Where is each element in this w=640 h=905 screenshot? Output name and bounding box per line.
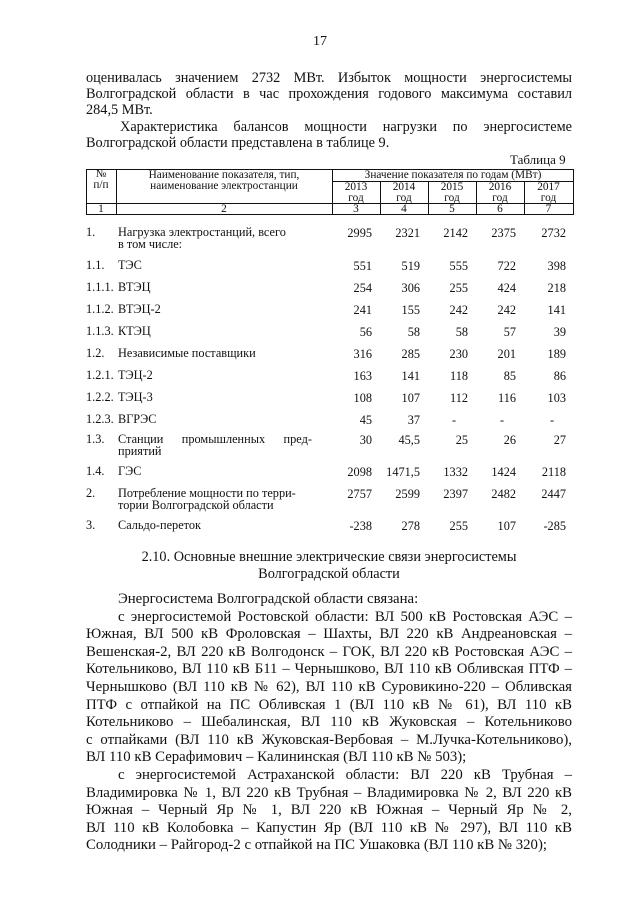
- cell-value: 118: [450, 369, 468, 383]
- text-line: Владимировка № 1, ВЛ 220 кВ Трубная – Владимировка № 2, ВЛ 220 кВ: [86, 784, 572, 801]
- text-line: с энергосистемой Астраханской области: ВЛ 220 кВ Трубная –: [118, 766, 572, 783]
- row-name-line: ГЭС: [118, 464, 142, 478]
- cell-value: 39: [553, 325, 566, 339]
- cell-value: 285: [401, 347, 420, 361]
- row-name: [118, 259, 328, 271]
- header-text: год: [348, 192, 364, 204]
- text-line: Котельниково – Шебалинская, ВЛ 110 кВ Жуковская – Котельниково: [86, 714, 572, 731]
- cell-value: 25: [455, 433, 468, 447]
- section-title-line: 2.10. Основные внешние электрические связи энергосистемы: [141, 549, 517, 565]
- column-number: 5: [449, 203, 455, 215]
- cell-value: 1471,5: [386, 465, 420, 479]
- cell-value: 57: [503, 325, 516, 339]
- text-line: оценивалась значением 2732 МВт. Избыток мощности энергосистемы: [86, 70, 572, 86]
- column-number: 4: [401, 203, 407, 215]
- cell-value: 2098: [347, 465, 372, 479]
- cell-value: 86: [553, 369, 566, 383]
- intro-paragraph: [86, 70, 572, 118]
- text-line: Солодники – Райгород-2 с отпайкой на ПС Ушаковка (ВЛ 110 кВ № 320);: [86, 837, 547, 854]
- row-name-line: Потребление мощности по терри-: [118, 486, 296, 500]
- header-num: [86, 169, 116, 191]
- header-text: год: [396, 192, 412, 204]
- text-line: с отпайками (ВЛ 110 кВ Жуковская-Вербовая – М.Лучка-Котельниково),: [86, 731, 572, 748]
- cell-value: 30: [359, 433, 372, 447]
- cell-value: 27: [553, 433, 566, 447]
- cell-value: 45: [359, 413, 372, 427]
- row-number: 1.: [86, 225, 96, 239]
- row-name-line: ТЭС: [118, 258, 142, 272]
- text-line: Волгоградской области представлена в таблице 9.: [86, 135, 390, 151]
- cell-value: 218: [547, 281, 566, 295]
- text-line: Южная – Черный Яр № 1, ВЛ 220 кВ Южная – Черный Яр № 2,: [86, 802, 572, 819]
- header-year: [476, 182, 524, 204]
- header-text: год: [492, 192, 508, 204]
- cell-value: 107: [401, 391, 420, 405]
- text-line: Волгоградской области в час прохождения годового максимума составил: [86, 86, 572, 102]
- cell-value: 1424: [491, 465, 516, 479]
- cell-value: 2732: [541, 226, 566, 240]
- cell-value: 2321: [395, 226, 420, 240]
- cell-value: 37: [407, 413, 420, 427]
- row-name-line: Независимые поставщики: [118, 346, 256, 360]
- header-year: [428, 182, 476, 204]
- cell-value: 242: [449, 303, 468, 317]
- row-name-line: Сальдо-переток: [118, 518, 201, 532]
- row-name-line: Станции промышленных пред-: [118, 432, 312, 446]
- row-name: [118, 325, 328, 337]
- cell-value: 2375: [491, 226, 516, 240]
- cell-value: -285: [543, 519, 566, 533]
- row-number: 1.2.3.: [86, 412, 114, 426]
- text-line: Вешенская-2, ВЛ 220 кВ Волгодонск – ГОК, ВЛ 220 кВ Ростовская АЭС –: [86, 643, 572, 660]
- section-title-line: Волгоградской области: [258, 566, 400, 582]
- cell-value: 1332: [443, 465, 468, 479]
- cell-value: 722: [497, 259, 516, 273]
- header-group: Значение показателя по годам (МВт): [364, 169, 542, 181]
- row-number: 1.1.1.: [86, 280, 114, 294]
- cell-value: 2397: [443, 487, 468, 501]
- text-line: ВЛ 110 кВ Серафимович – Калининская (ВЛ 110 кВ № 503);: [86, 749, 467, 766]
- header-text: 2015: [440, 181, 464, 193]
- row-name-line: приятий: [118, 444, 162, 458]
- cell-value: 201: [497, 347, 516, 361]
- cell-value: 230: [449, 347, 468, 361]
- row-name-line: ТЭЦ-3: [118, 390, 153, 404]
- cell-value: 255: [449, 281, 468, 295]
- text-line: 284,5 МВт.: [86, 102, 153, 118]
- row-name-line: ВГРЭС: [118, 412, 157, 426]
- header-text: 2014: [392, 181, 416, 193]
- row-number: 1.1.3.: [86, 324, 114, 338]
- header-year: [524, 182, 573, 204]
- column-number: 6: [497, 203, 503, 215]
- cell-value: 85: [503, 369, 516, 383]
- cell-value: 103: [547, 391, 566, 405]
- cell-value: -238: [349, 519, 372, 533]
- header-text: 2016: [488, 181, 512, 193]
- cell-value: 26: [503, 433, 516, 447]
- header-year: [380, 182, 428, 204]
- row-name-line: тории Волгоградской области: [118, 498, 274, 512]
- row-name: [118, 226, 328, 250]
- row-number: 1.2.1.: [86, 368, 114, 382]
- cell-value: 112: [450, 391, 468, 405]
- column-number: 2: [221, 203, 227, 215]
- cell-value: 45,5: [398, 433, 420, 447]
- cell-value: 2142: [443, 226, 468, 240]
- cell-value: 155: [401, 303, 420, 317]
- text-line: Котельниково, ВЛ 110 кВ Б11 – Чернышково, ВЛ 110 кВ Обливская ПТФ –: [86, 661, 572, 678]
- row-number: 1.3.: [86, 432, 105, 446]
- text-line: Характеристика балансов мощности нагрузки по энергосистеме: [120, 119, 572, 135]
- header-text: год: [540, 192, 557, 204]
- row-name: [118, 487, 328, 511]
- text-line: Энергосистема Волгоградской области связана:: [118, 591, 419, 607]
- cell-value: 2599: [395, 487, 420, 501]
- row-name: [118, 465, 328, 477]
- cell-value: 58: [455, 325, 468, 339]
- row-number: 1.2.2.: [86, 390, 114, 404]
- row-name: [118, 369, 328, 381]
- cell-value: 555: [449, 259, 468, 273]
- cell-value: -: [499, 413, 505, 427]
- table-intro-paragraph: [86, 119, 572, 151]
- body-paragraph: [86, 591, 572, 855]
- row-name: [118, 391, 328, 403]
- cell-value: 316: [353, 347, 372, 361]
- row-name: [118, 519, 328, 531]
- row-number: 1.2.: [86, 346, 105, 360]
- row-name-line: КТЭЦ: [118, 324, 151, 338]
- row-name-line: ВТЭЦ-2: [118, 302, 161, 316]
- row-name: [118, 303, 328, 315]
- header-text: 2017: [537, 181, 560, 193]
- cell-value: 56: [359, 325, 372, 339]
- cell-value: 2447: [541, 487, 566, 501]
- header-text: Наименование показателя, тип,: [148, 169, 300, 181]
- section-title: [86, 549, 572, 583]
- cell-value: 278: [401, 519, 420, 533]
- row-number: 1.1.: [86, 258, 105, 272]
- cell-value: 254: [353, 281, 372, 295]
- column-number: 3: [353, 203, 359, 215]
- row-name: [118, 281, 328, 293]
- text-line: с энергосистемой Ростовской области: ВЛ 500 кВ Ростовская АЭС –: [118, 608, 572, 625]
- cell-value: 116: [498, 391, 516, 405]
- cell-value: 163: [353, 369, 372, 383]
- row-name: [118, 347, 328, 359]
- cell-value: 2482: [491, 487, 516, 501]
- text-line: Чернышково (ВЛ 110 кВ № 62), ВЛ 110 кВ Суровикино-220 – Обливская: [86, 678, 572, 695]
- row-name-line: ТЭЦ-2: [118, 368, 153, 382]
- cell-value: 58: [407, 325, 420, 339]
- table-caption: Таблица 9: [510, 152, 566, 167]
- cell-value: -: [451, 413, 457, 427]
- cell-value: 108: [353, 391, 372, 405]
- row-name-line: Нагрузка электростанций, всего: [118, 225, 286, 239]
- cell-value: 2995: [347, 226, 372, 240]
- cell-value: 519: [401, 259, 420, 273]
- cell-value: 2118: [541, 465, 566, 479]
- cell-value: 424: [497, 281, 516, 295]
- cell-value: 242: [497, 303, 516, 317]
- row-number: 3.: [86, 518, 96, 532]
- row-name-line: ВТЭЦ: [118, 280, 151, 294]
- header-text: наименование электростанции: [150, 180, 298, 192]
- row-number: 2.: [86, 486, 96, 500]
- cell-value: 306: [401, 281, 420, 295]
- cell-value: 189: [547, 347, 566, 361]
- column-number: 1: [98, 203, 104, 215]
- header-text: п/п: [93, 179, 109, 191]
- cell-value: 551: [353, 259, 372, 273]
- page-number: 17: [313, 34, 327, 49]
- row-name: [118, 413, 328, 425]
- text-line: ПТФ с отпайкой на ПС Обливская 1 (ВЛ 110 кВ № 61), ВЛ 110 кВ: [86, 696, 572, 713]
- text-line: ВЛ 110 кВ Колобовка – Капустин Яр (ВЛ 110 кВ № 297), ВЛ 110 кВ: [86, 819, 572, 836]
- header-name: [116, 170, 332, 192]
- row-name: [118, 433, 328, 457]
- header-text: №: [95, 168, 107, 180]
- cell-value: 141: [401, 369, 420, 383]
- cell-value: 398: [547, 259, 566, 273]
- text-line: Южная, ВЛ 500 кВ Фроловская – Шахты, ВЛ 220 кВ Андреановская –: [86, 626, 572, 643]
- column-number: 7: [545, 203, 552, 215]
- cell-value: 2757: [347, 487, 372, 501]
- row-name-line: в том числе:: [118, 237, 183, 251]
- cell-value: 141: [547, 303, 566, 317]
- cell-value: -: [549, 413, 555, 427]
- header-text: год: [444, 192, 460, 204]
- header-year: [332, 182, 380, 204]
- cell-value: 107: [497, 519, 516, 533]
- header-text: 2013: [344, 181, 368, 193]
- row-number: 1.4.: [86, 464, 105, 478]
- cell-value: 241: [353, 303, 372, 317]
- row-number: 1.1.2.: [86, 302, 114, 316]
- cell-value: 255: [449, 519, 468, 533]
